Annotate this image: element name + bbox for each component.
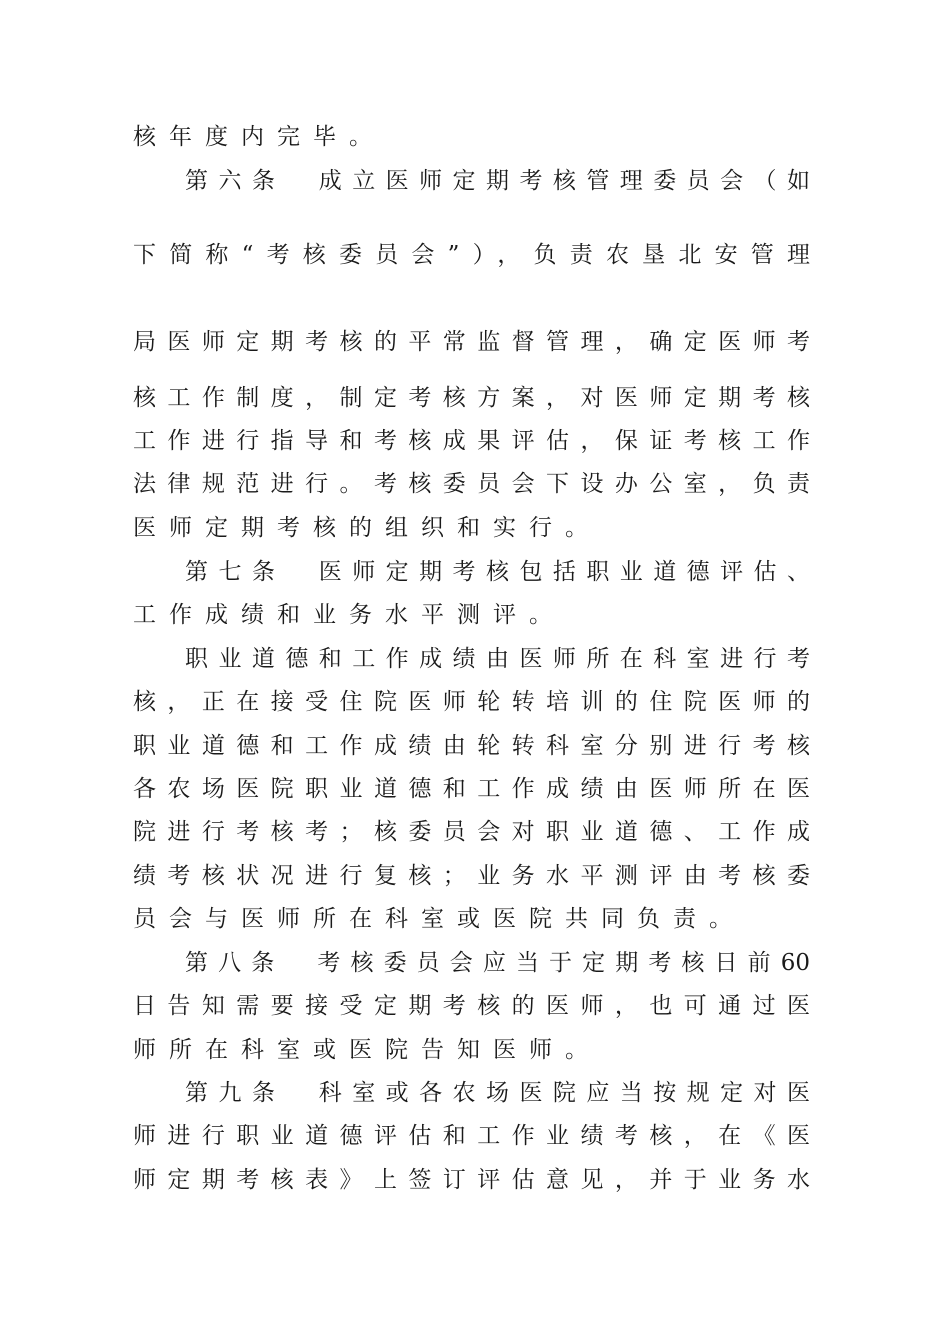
text-line: 师所在科室或医院告知医师。 — [133, 1037, 601, 1063]
text-line: 法律规范进行。考核委员会下设办公室，负责 — [133, 471, 810, 497]
article-8-heading-line: 第八条 考核委员会应当于定期考核日前60 — [185, 950, 810, 976]
text-line: 日告知需要接受定期考核的医师，也可通过医 — [133, 993, 810, 1019]
text-line: 院进行考核考；核委员会对职业道德、工作成 — [133, 819, 810, 845]
text-line: 员会与医师所在科室或医院共同负责。 — [133, 906, 745, 932]
text-line: 绩考核状况进行复核；业务水平测评由考核委 — [133, 863, 810, 889]
text-line: 工作进行指导和考核成果评估，保证考核工作 — [133, 428, 810, 454]
article-6-heading-line: 第六条 成立医师定期考核管理委员会（如 — [185, 168, 810, 194]
text-line: 局医师定期考核的平常监督管理，确定医师考 — [133, 329, 810, 355]
article-9-heading-line: 第九条 科室或各农场医院应当按规定对医 — [185, 1080, 810, 1106]
text-line: 核年度内完毕。 — [133, 124, 385, 150]
text-line: 核工作制度，制定考核方案，对医师定期考核 — [133, 385, 810, 411]
article-7-heading-line: 第七条 医师定期考核包括职业道德评估、 — [185, 559, 810, 585]
text-line: 师定期考核表》上签订评估意见，并于业务水 — [133, 1167, 810, 1193]
text-line: 各农场医院职业道德和工作成绩由医师所在医 — [133, 776, 810, 802]
text-line: 核，正在接受住院医师轮转培训的住院医师的 — [133, 689, 810, 715]
text-line: 医师定期考核的组织和实行。 — [133, 515, 601, 541]
text-line: 师进行职业道德评估和工作业绩考核，在《医 — [133, 1123, 810, 1149]
text-line: 下简称“考核委员会”），负责农垦北安管理 — [133, 242, 810, 268]
text-line: 工作成绩和业务水平测评。 — [133, 602, 565, 628]
text-line: 职业道德和工作成绩由轮转科室分别进行考核 — [133, 733, 810, 759]
text-line: 职业道德和工作成绩由医师所在科室进行考 — [185, 646, 810, 672]
